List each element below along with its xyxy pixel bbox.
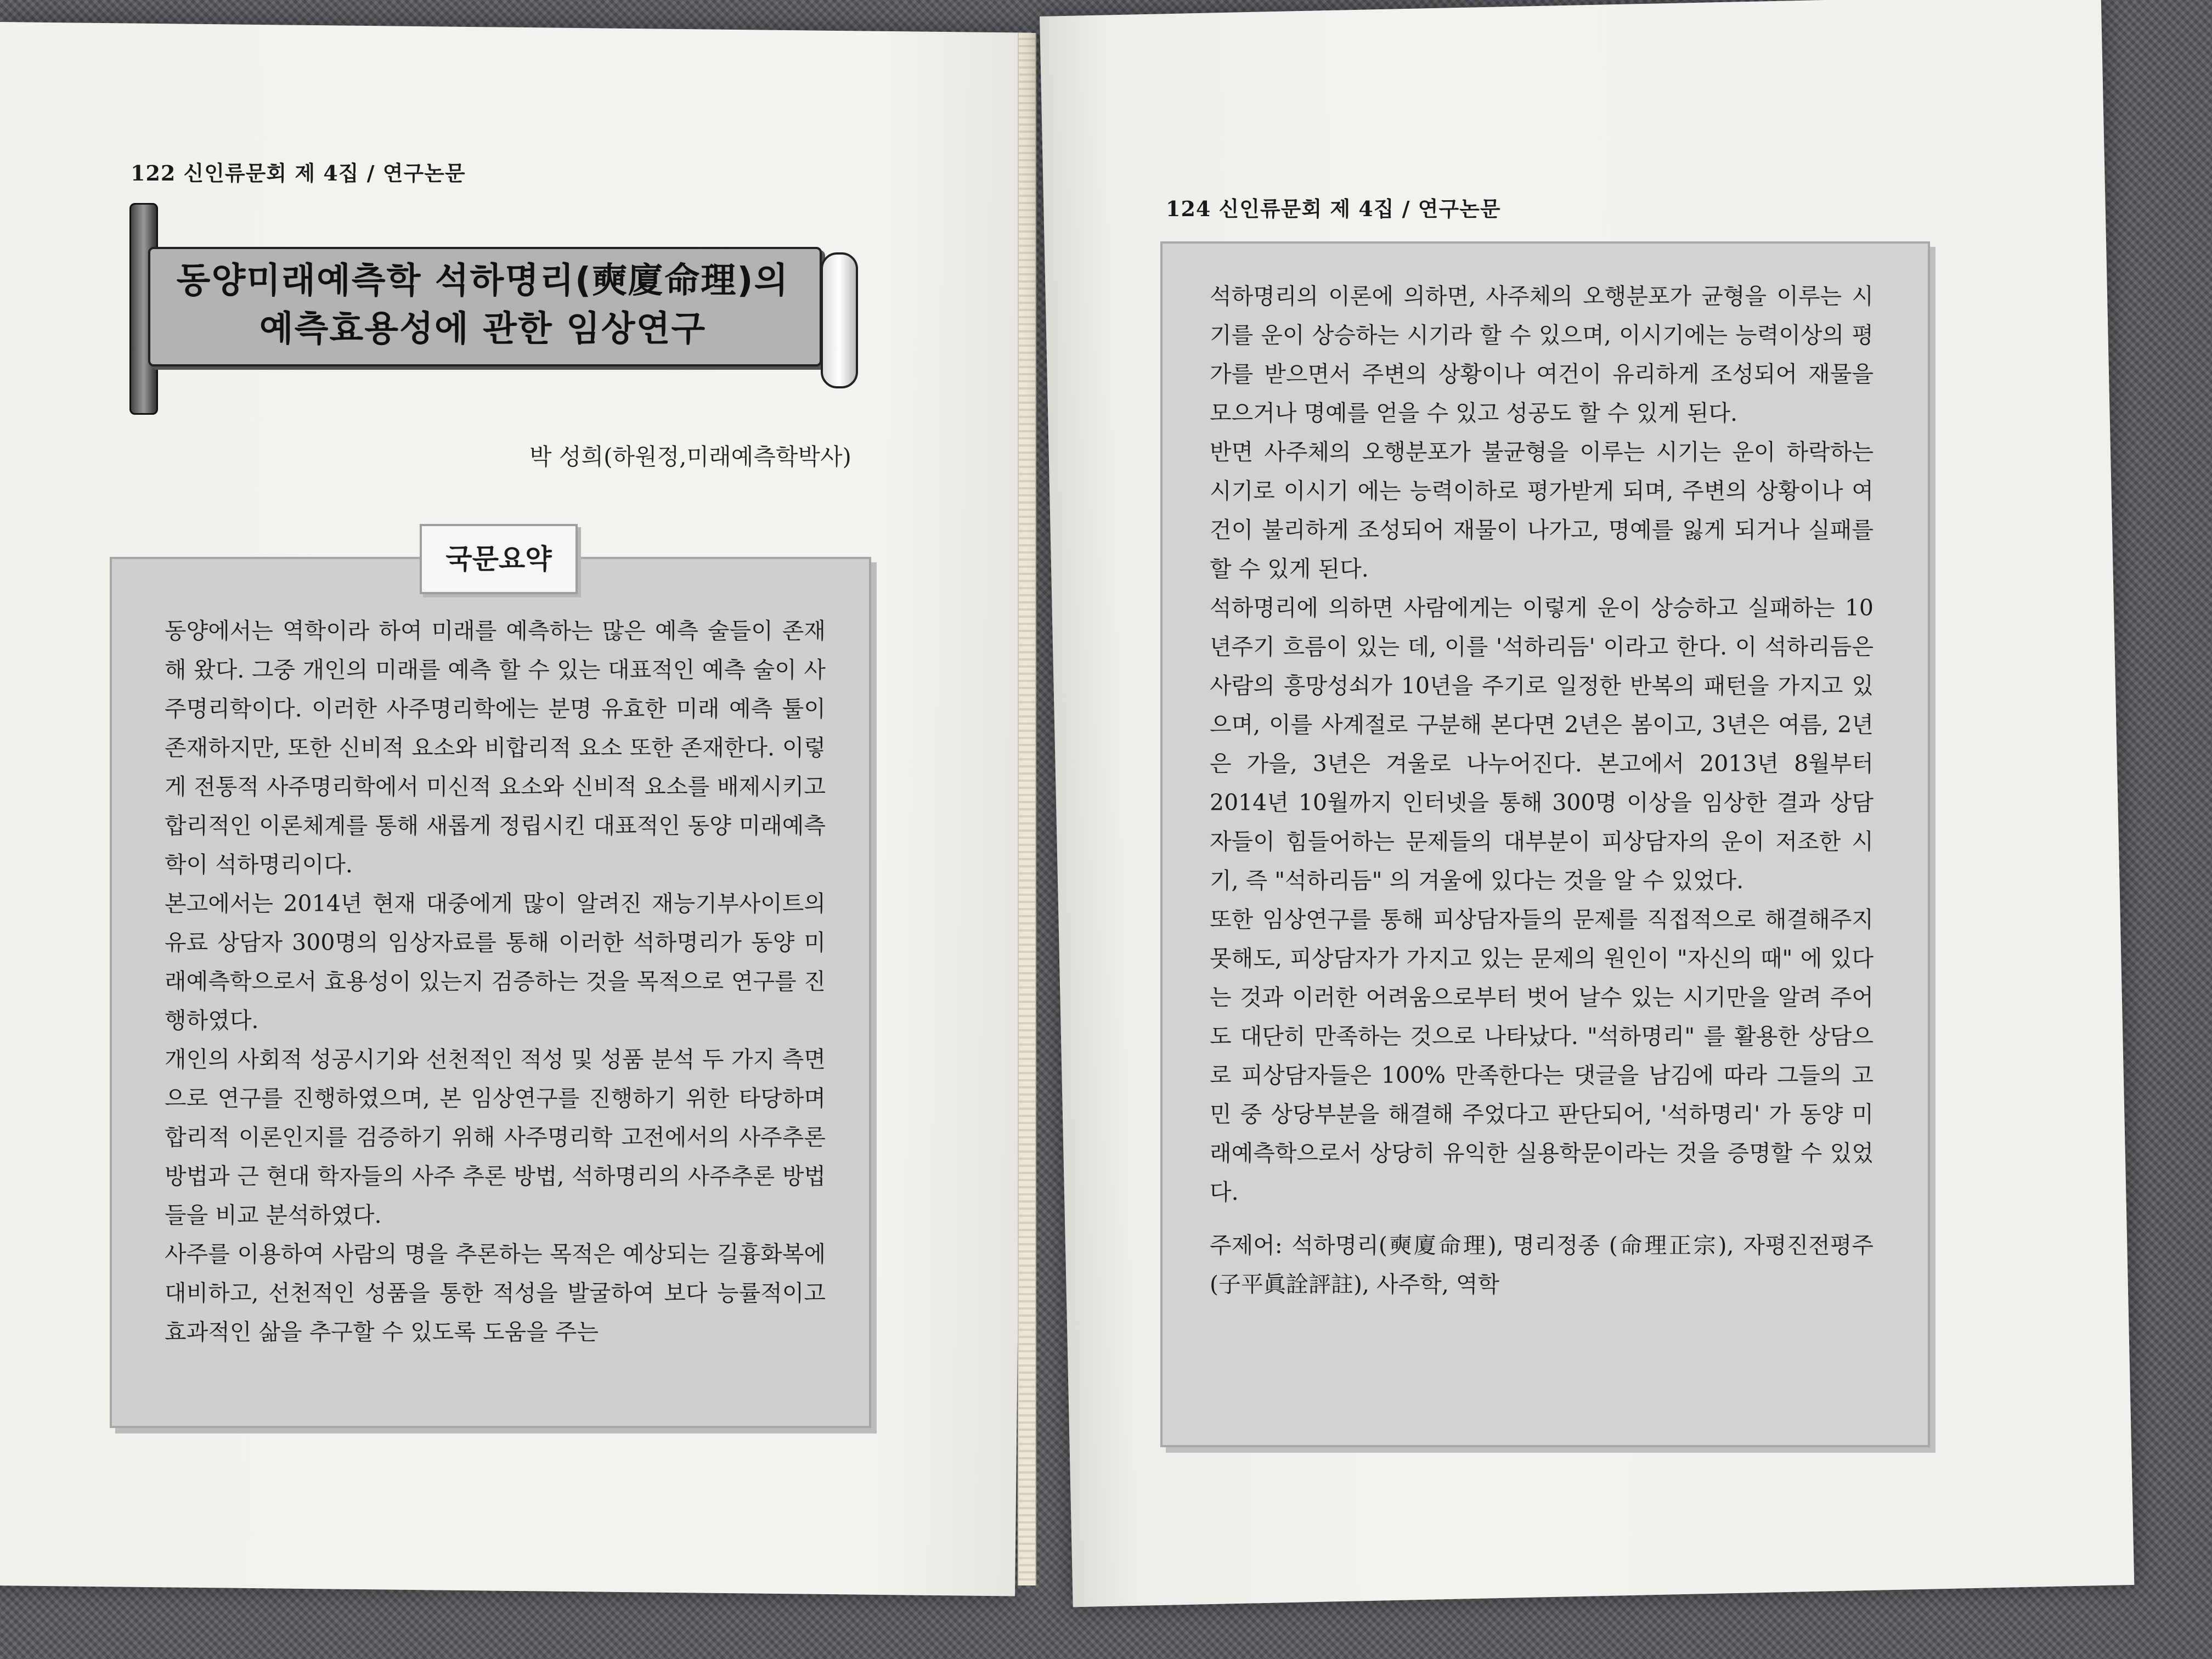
page-edge xyxy=(1018,33,1036,1585)
abstract-text xyxy=(165,612,826,1352)
abstract-paragraph: 동양에서는 역학이라 하여 미래를 예측하는 많은 예측 술들이 존재해 왔다. 그중 개인의 미래를 예측 할 수 있는 대표적인 예측 술이 사주명리학이다. 이러한 사주명리학에는 분명 유효한 미래 예측 툴이 존재하지만, 또한 신비적 요소와 비합리적 요소 또한 존재한다. 이렇게 전통적 사주명리학에서 미신적 요소와 신비적 요소를 배제시키고 합리적인 이론체계를 통해 새롭게 정립시킨 대표적인 동양 미래예측학이 석하명리이다. xyxy=(165,618,826,878)
summary-paragraph: 반면 사주체의 오행분포가 불균형을 이루는 시기는 운이 하락하는 시기로 이시기 에는 능력이하로 평가받게 되며, 주변의 상황이나 여건이 불리하게 조성되어 재물이 나가고, 명예를 잃게 되거나 실패를 할 수 있게 된다. xyxy=(1210,439,1874,582)
summary-text xyxy=(1210,277,1874,1304)
scroll-roll xyxy=(821,252,858,388)
abstract-paragraph: 개인의 사회적 성공시기와 선천적인 적성 및 성품 분석 두 가지 측면으로 연구를 진행하였으며, 본 임상연구를 진행하기 위한 타당하며 합리적 이론인지를 검증하기 위해 사주명리학 고전에서의 사주추론 방법과 근 현대 학자들의 사주 추론 방법, 석하명리의 사주추론 방법들을 비교 분석하였다. xyxy=(165,1046,826,1228)
keywords: 주제어: 석하명리(奭廈命理), 명리정종 (命理正宗), 자평진전평주(子平眞詮評註), 사주학, 역학 xyxy=(1210,1232,1874,1297)
title-scroll xyxy=(126,225,850,384)
abstract-paragraph: 사주를 이용하여 사람의 명을 추론하는 목적은 예상되는 길흉화복에 대비하고, 선천적인 성품을 통한 적성을 발굴하여 보다 능률적이고 효과적인 삶을 추구할 수 있도록 도움을 주는 xyxy=(165,1241,826,1345)
title-line-1: 동양미래예측학 석하명리(奭廈命理)의 xyxy=(176,261,789,301)
abstract-label: 국문요약 xyxy=(420,524,578,594)
title-line-2: 예측효용성에 관한 임상연구 xyxy=(259,309,707,349)
paper-title xyxy=(159,257,806,353)
summary-paragraph: 석하명리의 이론에 의하면, 사주체의 오행분포가 균형을 이루는 시기를 운이 상승하는 시기라 할 수 있으며, 이시기에는 능력이상의 평가를 받으면서 주변의 상황이나 여건이 유리하게 조성되어 재물을 모으거나 명예를 얻을 수 있고 성공도 할 수 있게 된다. xyxy=(1210,283,1874,426)
abstract-paragraph: 본고에서는 2014년 현재 대중에게 많이 알려진 재능기부사이트의 유료 상담자 300명의 임상자료를 통해 이러한 석하명리가 동양 미래예측학으로서 효용성이 있는지 검증하는 것을 목적으로 연구를 진행하였다. xyxy=(165,890,826,1034)
author-line: 박 성희(하원정,미래예측학박사) xyxy=(529,443,851,470)
right-running-head: 124 신인류문회 제 4집 / 연구논문 xyxy=(1166,196,1501,221)
left-running-head: 122 신인류문회 제 4집 / 연구논문 xyxy=(131,161,466,185)
summary-paragraph: 석하명리에 의하면 사람에게는 이렇게 운이 상승하고 실패하는 10년주기 흐름이 있는 데, 이를 '석하리듬' 이라고 한다. 이 석하리듬은 사람의 흥망성쇠가 10년을 주기로 일정한 반복의 패턴을 가지고 있으며, 이를 사계절로 구분해 본다면 2년은 봄이고, 3년은 여름, 2년은 가을, 3년은 겨울로 나누어진다. 본고에서 2013년 8월부터 2014년 10월까지 인터넷을 통해 300명 이상을 임상한 결과 상담자들이 힘들어하는 문제들의 대부분이 피상담자의 운이 저조한 시기, 즉 "석하리듬" 의 겨울에 있다는 것을 알 수 있었다. xyxy=(1210,595,1874,894)
summary-paragraph: 또한 임상연구를 통해 피상담자들의 문제를 직접적으로 해결해주지 못해도, 피상담자가 가지고 있는 문제의 원인이 "자신의 때" 에 있다는 것과 이러한 어려움으로부터 벗어 날수 있는 시기만을 알려 주어도 대단히 만족하는 것으로 나타났다. "석하명리" 를 활용한 상담으로 피상담자들은 100% 만족한다는 댓글을 남김에 따라 그들의 고민 중 상당부분을 해결해 주었다고 판단되어, '석하명리' 가 동양 미래예측학으로서 상당히 유익한 실용학문이라는 것을 증명할 수 있었다. xyxy=(1210,906,1874,1205)
